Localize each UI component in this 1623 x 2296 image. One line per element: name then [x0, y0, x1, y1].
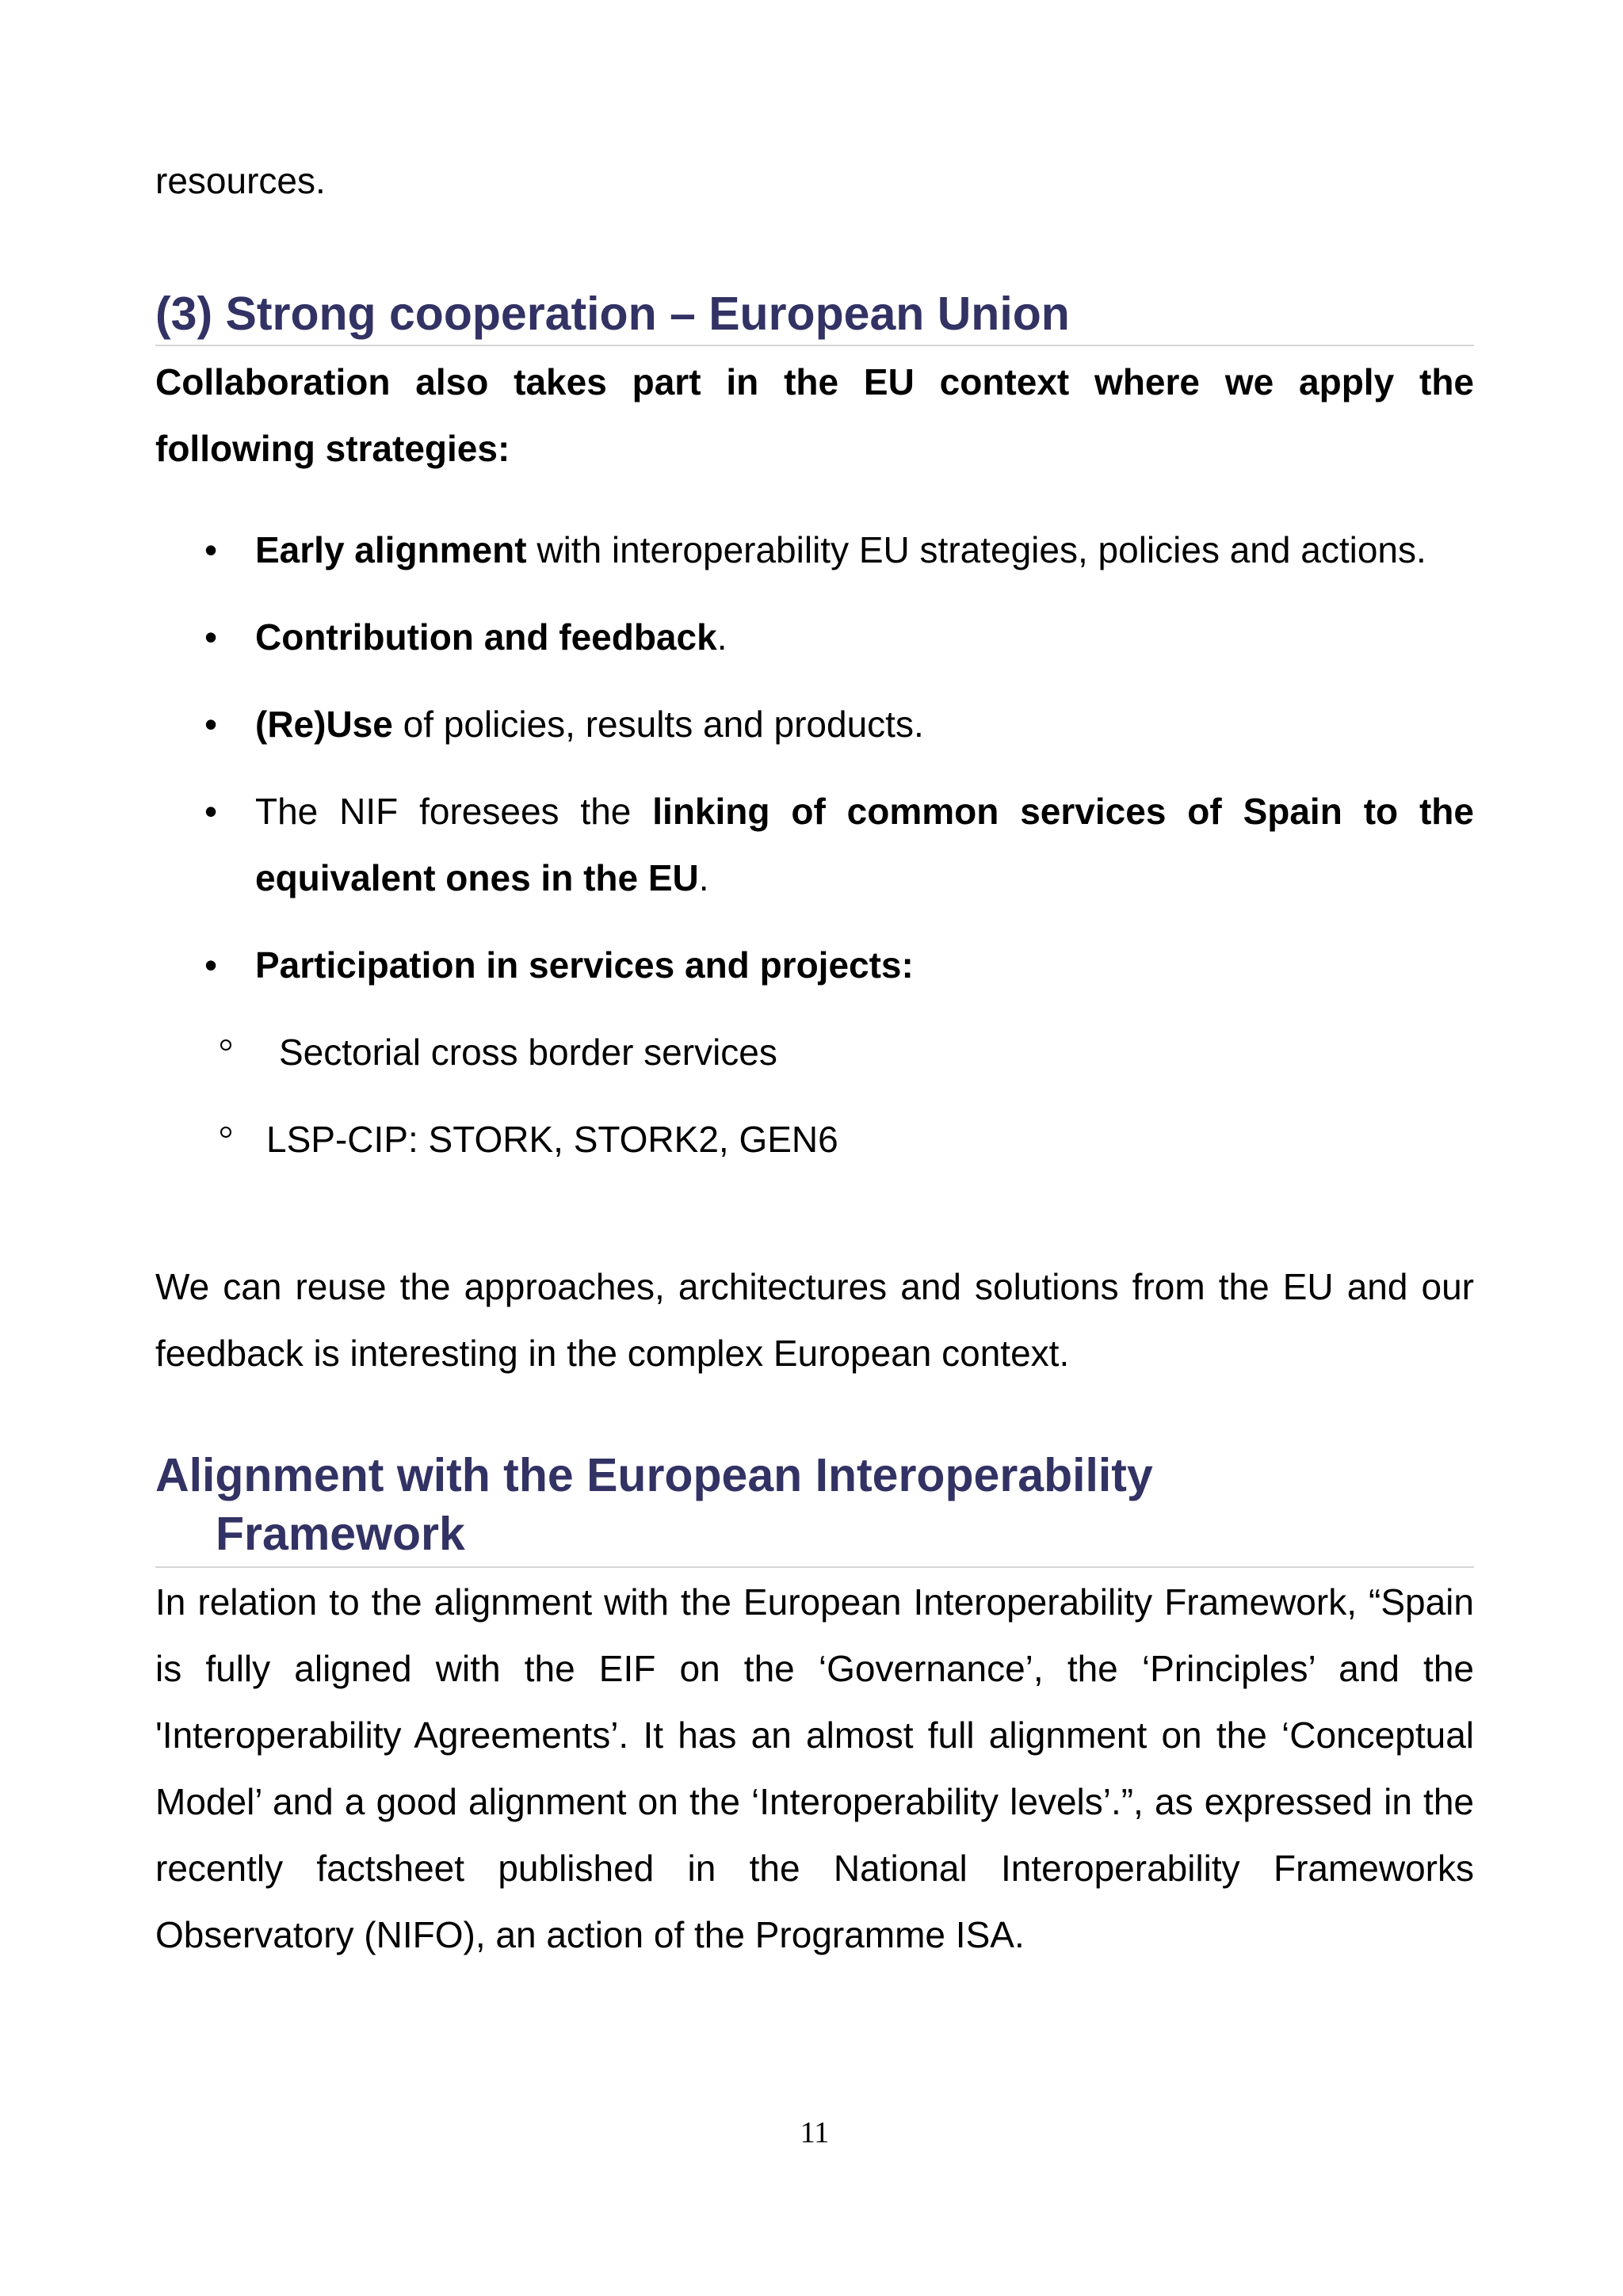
sub-list-item [211, 1019, 1474, 1085]
item-bold: (Re)Use [255, 704, 393, 745]
item-bold: Early alignment [255, 529, 527, 570]
bullet-icon: • [204, 944, 218, 986]
item-text: of policies, results and products. [392, 704, 924, 745]
list-item [155, 604, 1474, 670]
eif-paragraph: In relation to the alignment with the European Interoperability Framework, “Spain is fully aligned with the EIF on the ‘Governance’, the ‘Principles’ and the 'Interoperability Agreements’. It has an almost full alignment on the ‘Conceptual Model’ and a good alignment on the ‘Interoperability levels’.”, as expressed in the recently factsheet published in the National Interoperability Frameworks Observatory (NIFO), an action of the Programme ISA. [155, 1581, 1474, 1955]
sub-list-item [211, 1106, 1474, 1173]
page-number: 11 [800, 2116, 830, 2149]
item-text-pre: The NIF foresees the [255, 791, 653, 832]
sub-item-text: Sectorial cross border services [279, 1032, 777, 1073]
circle-bullet-icon [220, 1127, 231, 1138]
item-bold: linking of common services of Spain to the equivalent ones in the EU [255, 791, 1474, 898]
intro-paragraph: Collaboration also takes part in the EU context where we apply the following strategies: [155, 361, 1474, 469]
participation-sublist [211, 1019, 1474, 1173]
list-item [155, 517, 1474, 583]
heading-line-2: Framework [216, 1508, 465, 1560]
sub-item-text: LSP-CIP: STORK, STORK2, GEN6 [266, 1119, 838, 1160]
heading-line-1: Alignment with the European Interoperability [155, 1449, 1153, 1501]
heading-strong-cooperation: (3) Strong cooperation – European Union [155, 285, 1474, 346]
list-item [155, 778, 1474, 911]
item-bold: Contribution and feedback [255, 616, 717, 658]
bullet-icon: • [204, 791, 218, 832]
closing-paragraph: We can reuse the approaches, architectures and solutions from the EU and our feedback is interesting in the complex European context. [155, 1266, 1474, 1374]
heading-eif-alignment [155, 1446, 1474, 1568]
bullet-icon: • [204, 704, 218, 745]
bullet-icon: • [204, 529, 218, 570]
document-page [155, 0, 1474, 2296]
item-text: . [698, 857, 709, 898]
list-item [155, 932, 1474, 1173]
strategy-list [155, 517, 1474, 1193]
item-text: . [716, 616, 727, 658]
item-bold: Participation in services and projects: [255, 944, 914, 986]
list-item [155, 691, 1474, 757]
item-text: with interoperability EU strategies, policies and actions. [526, 529, 1426, 570]
bullet-icon: • [204, 616, 218, 658]
circle-bullet-icon [220, 1039, 231, 1051]
lead-fragment: resources. [155, 160, 326, 201]
